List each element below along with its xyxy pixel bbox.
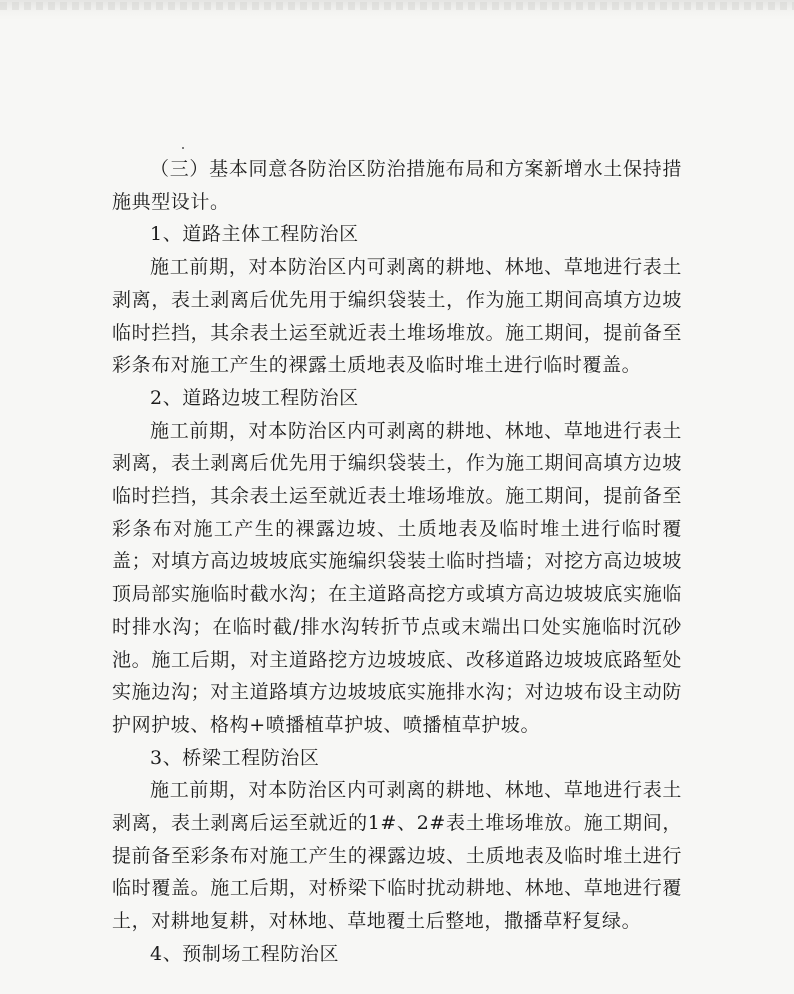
- scan-edge-shadow: [0, 0, 794, 20]
- paragraph-road-main-works: 施工前期，对本防治区内可剥离的耕地、林地、草地进行表土剥离，表土剥离后优先用于编织袋装土，作为施工期间高填方边坡临时拦挡，其余表土运至就近表土堆场堆放。施工期间，提前备至彩条布对施工产生的裸露土质地表及临时堆土进行临时覆盖。: [112, 256, 682, 377]
- heading-bridge-works: 3、桥梁工程防治区: [150, 746, 320, 769]
- heading-road-main-works: 1、道路主体工程防治区: [150, 223, 359, 246]
- paragraph-section-3-intro: （三）基本同意各防治区防治措施布局和方案新增水土保持措施典型设计。: [112, 158, 682, 213]
- scan-bleed-through: [0, 2, 794, 10]
- paragraph-bridge-works: 施工前期，对本防治区内可剥离的耕地、林地、草地进行表土剥离，表土剥离后运至就近的1#、2#表土堆场堆放。施工期间，提前备至彩条布对施工产生的裸露边坡、土质地表及临时堆土进行临时覆盖。施工后期，对桥梁下临时扰动耕地、林地、草地进行覆土，对耕地复耕，对林地、草地覆土后整地，撒播草籽复绿。: [112, 779, 682, 933]
- document-body: [112, 153, 682, 971]
- paragraph-road-slope-works: 施工前期，对本防治区内可剥离的耕地、林地、草地进行表土剥离，表土剥离后优先用于编织袋装土，作为施工期间高填方边坡临时拦挡，其余表土运至就近表土堆场堆放。施工期间，提前备至彩条布对施工产生的裸露边坡、土质地表及临时堆土进行临时覆盖；对填方高边坡坡底实施编织袋装土临时挡墙；对挖方高边坡坡顶局部实施临时截水沟；在主道路高挖方或填方高边坡坡底实施临时排水沟；在临时截/排水沟转折节点或末端出口处实施临时沉砂池。施工后期，对主道路挖方边坡坡底、改移道路边坡坡底路堑处实施边沟；对主道路填方边坡坡底实施排水沟；对边坡布设主动防护网护坡、格构+喷播植草护坡、喷播植草护坡。: [112, 419, 682, 736]
- heading-prefab-yard-works: 4、预制场工程防治区: [150, 942, 340, 965]
- heading-road-slope-works: 2、道路边坡工程防治区: [150, 386, 359, 409]
- scan-speck: [182, 147, 184, 149]
